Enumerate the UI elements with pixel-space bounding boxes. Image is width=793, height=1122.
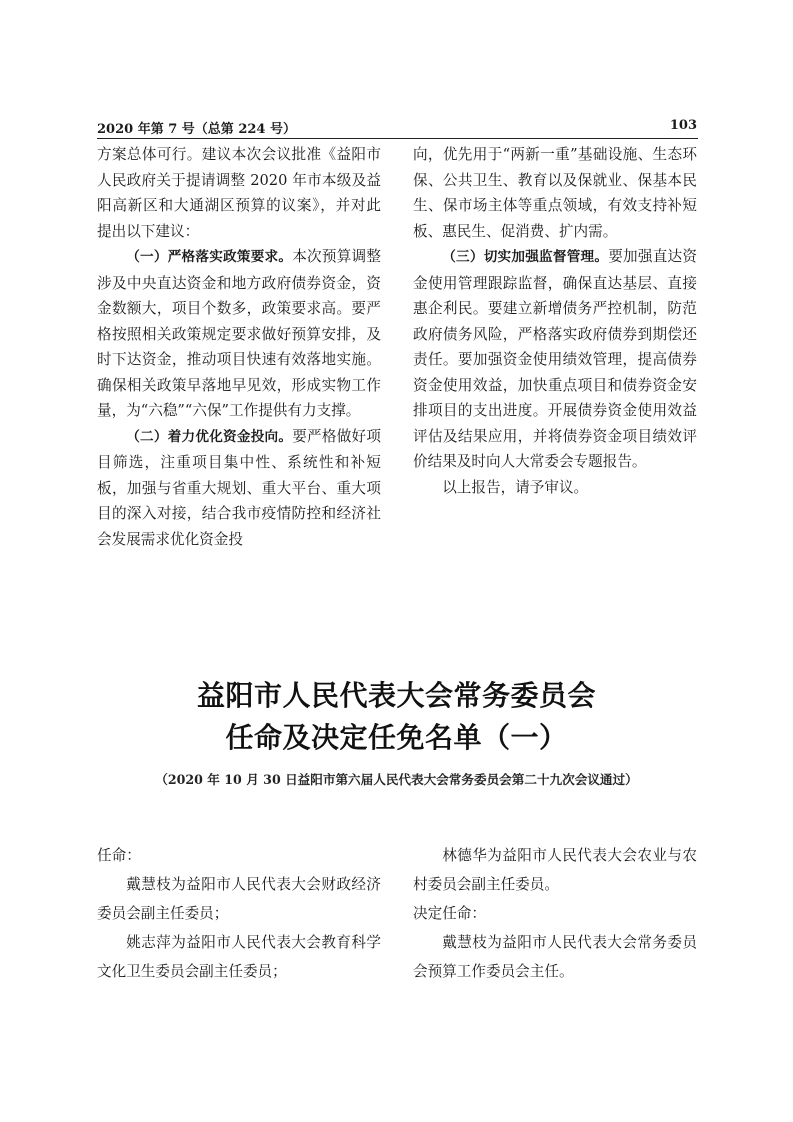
suggestion-1 <box>97 244 381 424</box>
report-closing: 以上报告，请予审议。 <box>442 478 589 496</box>
notice-subtitle: （2020 年 10 月 30 日益阳市第六届人民代表大会常务委员会第二十九次会议通过） <box>155 772 638 787</box>
suggestion-3 <box>413 244 697 475</box>
report-intro-paragraph: 方案总体可行。建议本次会议批准《益阳市人民政府关于提请调整 2020 年市本级及益阳高新区和大通湖区预算的议案》，并对此提出以下建议： <box>97 146 381 240</box>
appointment-column-right <box>413 841 697 986</box>
suggestion-2-body: 要严格做好项目筛选，注重项目集中性、系统性和补短板，加强与省重大规划、重大平台、重大项目的深入对接，结合我市疫情防控和经济社会发展需求优化资金投 <box>97 427 381 548</box>
appoint-label: 任命： <box>97 847 141 864</box>
appointment-item: 林德华为益阳市人民代表大会农业与农村委员会副主任委员。 <box>413 847 697 893</box>
suggestion-2-heading: （二）着力优化资金投向。 <box>126 428 293 445</box>
suggestion-1-heading: （一）严格落实政策要求。 <box>126 249 293 265</box>
suggestion-3-heading: （三）切实加强监督管理。 <box>442 249 609 265</box>
appointment-column-left <box>97 841 381 986</box>
running-header <box>97 116 697 138</box>
decision-item: 戴慧枝为益阳市人民代表大会常务委员会预算工作委员会主任。 <box>413 934 697 980</box>
report-column-left <box>97 142 381 552</box>
header-divider <box>97 138 698 139</box>
page-number: 103 <box>669 118 697 133</box>
suggestion-2-continuation: 向，优先用于“两新一重”基础设施、生态环保、公共卫生、教育以及保就业、保基本民生、保市场主体等重点领域，有效支持补短板、惠民生、促消费、扩内需。 <box>413 146 697 240</box>
issue-number: 2020 年第 7 号（总第 224 号） <box>97 122 296 137</box>
notice-title-line1: 益阳市人民代表大会常务委员会 <box>196 679 596 712</box>
appointment-item: 戴慧枝为益阳市人民代表大会财政经济委员会副主任委员； <box>97 876 381 922</box>
suggestion-2 <box>97 424 381 553</box>
report-column-right <box>413 142 697 500</box>
appointment-item: 姚志萍为益阳市人民代表大会教育科学文化卫生委员会副主任委员； <box>97 934 381 980</box>
notice-title-line2: 任命及决定任免名单（一） <box>225 721 568 754</box>
suggestion-3-body: 要加强直达资金使用管理跟踪监督，确保直达基层、直接惠企利民。要建立新增债务严控机制，防范政府债务风险，严格落实政府债券到期偿还责任。要加强资金使用绩效管理，提高债券资金使用效益，加快重点项目和债券资金安排项目的支出进度。开展债券资金使用效益评估及结果应用，并将债券资金项目绩效评价结果及时向人大常委会专题报告。 <box>413 248 697 470</box>
decide-label: 决定任命： <box>413 905 486 922</box>
suggestion-1-body: 本次预算调整涉及中央直达资金和地方政府债券资金，资金数额大，项目个数多，政策要求高。要严格按照相关政策规定要求做好预算安排，及时下达资金，推动项目快速有效落地实施。确保相关政策早落地早见效，形成实物工作量，为“六稳”“六保”工作提供有力支撑。 <box>97 248 381 419</box>
